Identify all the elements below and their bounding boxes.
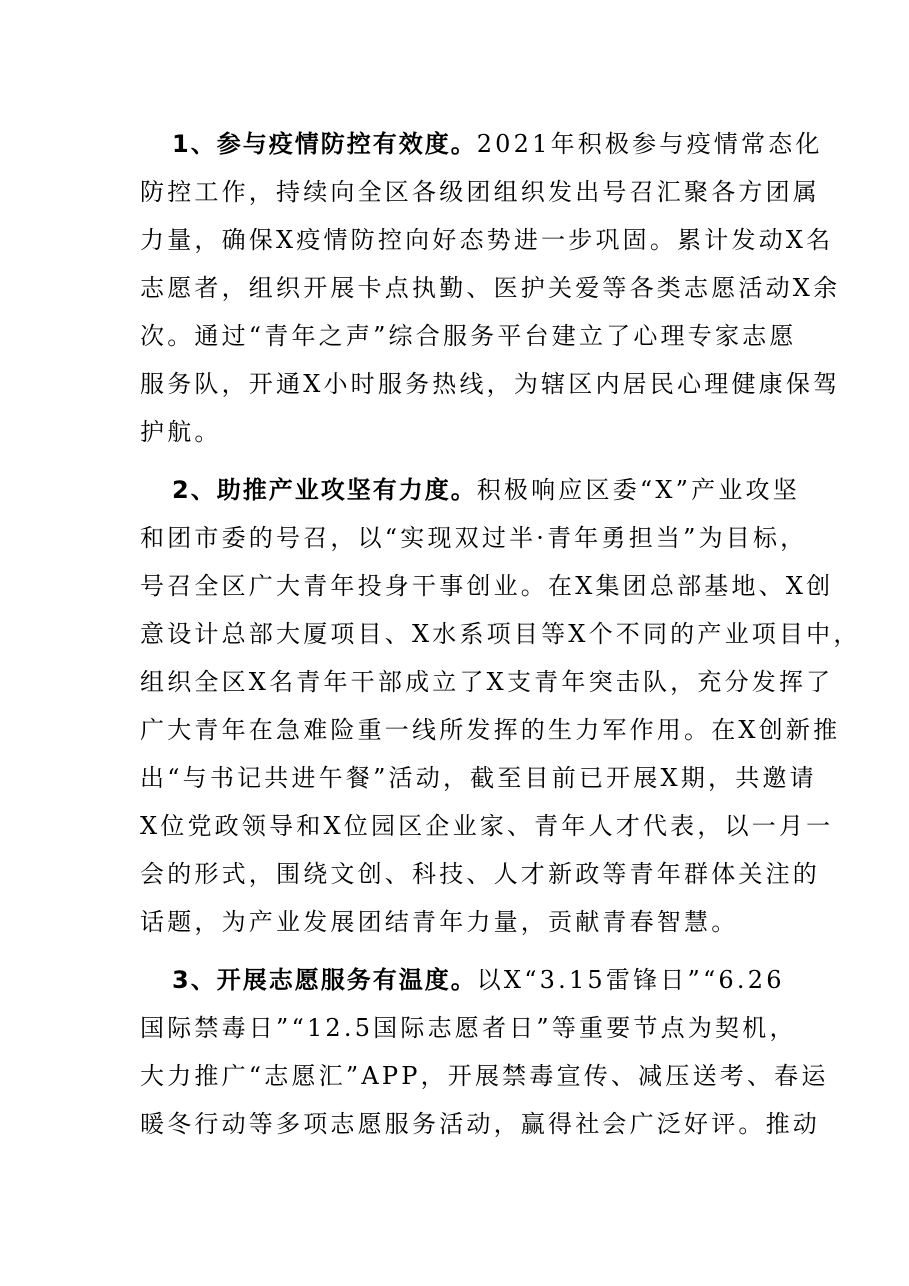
paragraph-2-line-8: X位党政领导和X位园区企业家、青年人才代表，以一月一 — [140, 812, 834, 840]
paragraph-2-line-5: 组织全区X名青年干部成立了X支青年突击队，充分发挥了 — [140, 668, 834, 696]
paragraph-1-line-4: 志愿者，组织开展卡点执勤、医护关爱等各类志愿活动X余 — [140, 274, 841, 302]
paragraph-1-line-2: 防控工作，持续向全区各级团组织发出号召汇聚各方团属 — [140, 178, 820, 206]
paragraph-3-line-4: 暖冬行动等多项志愿服务活动，赢得社会广泛好评。推动 — [140, 1110, 820, 1138]
paragraph-3-line-1 — [172, 960, 785, 1000]
paragraph-2-line-3: 号召全区广大青年投身干事创业。在X集团总部基地、X创 — [140, 572, 834, 600]
paragraph-2-heading: 2、助推产业攻坚有力度。 — [172, 476, 477, 504]
paragraph-2-line-9: 会的形式，围绕文创、科技、人才新政等青年群体关注的 — [140, 860, 820, 888]
paragraph-2-line-4: 意设计总部大厦项目、X水系项目等X个不同的产业项目中， — [140, 620, 861, 648]
paragraph-2-text: 积极响应区委“X”产业攻坚 — [476, 476, 800, 504]
paragraph-3-line-2: 国际禁毒日”“12.5国际志愿者日”等重要节点为契机， — [140, 1014, 797, 1042]
paragraph-1-line-5: 次。通过“青年之声”综合服务平台建立了心理专家志愿 — [140, 322, 797, 350]
paragraph-1-line-3: 力量，确保X疫情防控向好态势进一步巩固。累计发动X名 — [140, 226, 834, 254]
paragraph-2-line-7: 出“与书记共进午餐”活动，截至目前已开展X期，共邀请 — [140, 764, 817, 792]
paragraph-2-line-10: 话题，为产业发展团结青年力量，贡献青春智慧。 — [140, 908, 739, 936]
paragraph-1-line-1 — [172, 124, 823, 164]
paragraph-3-line-3: 大力推广“志愿汇”APP，开展禁毒宣传、减压送考、春运 — [140, 1062, 829, 1090]
paragraph-2-line-1 — [172, 470, 800, 510]
paragraph-1-text: 2021年积极参与疫情常态化 — [476, 130, 823, 158]
paragraph-3-heading: 3、开展志愿服务有温度。 — [172, 966, 477, 994]
paragraph-2-line-6: 广大青年在急难险重一线所发挥的生力军作用。在X创新推 — [140, 716, 841, 744]
paragraph-1-line-6: 服务队，开通X小时服务热线，为辖区内居民心理健康保驾 — [140, 370, 841, 398]
paragraph-1-heading: 1、参与疫情防控有效度。 — [172, 130, 477, 158]
paragraph-2-line-2: 和团市委的号召，以“实现双过半·青年勇担当”为目标， — [140, 524, 808, 552]
paragraph-3-text: 以X“3.15雷锋日”“6.26 — [476, 966, 785, 994]
paragraph-1-line-7: 护航。 — [140, 418, 222, 446]
